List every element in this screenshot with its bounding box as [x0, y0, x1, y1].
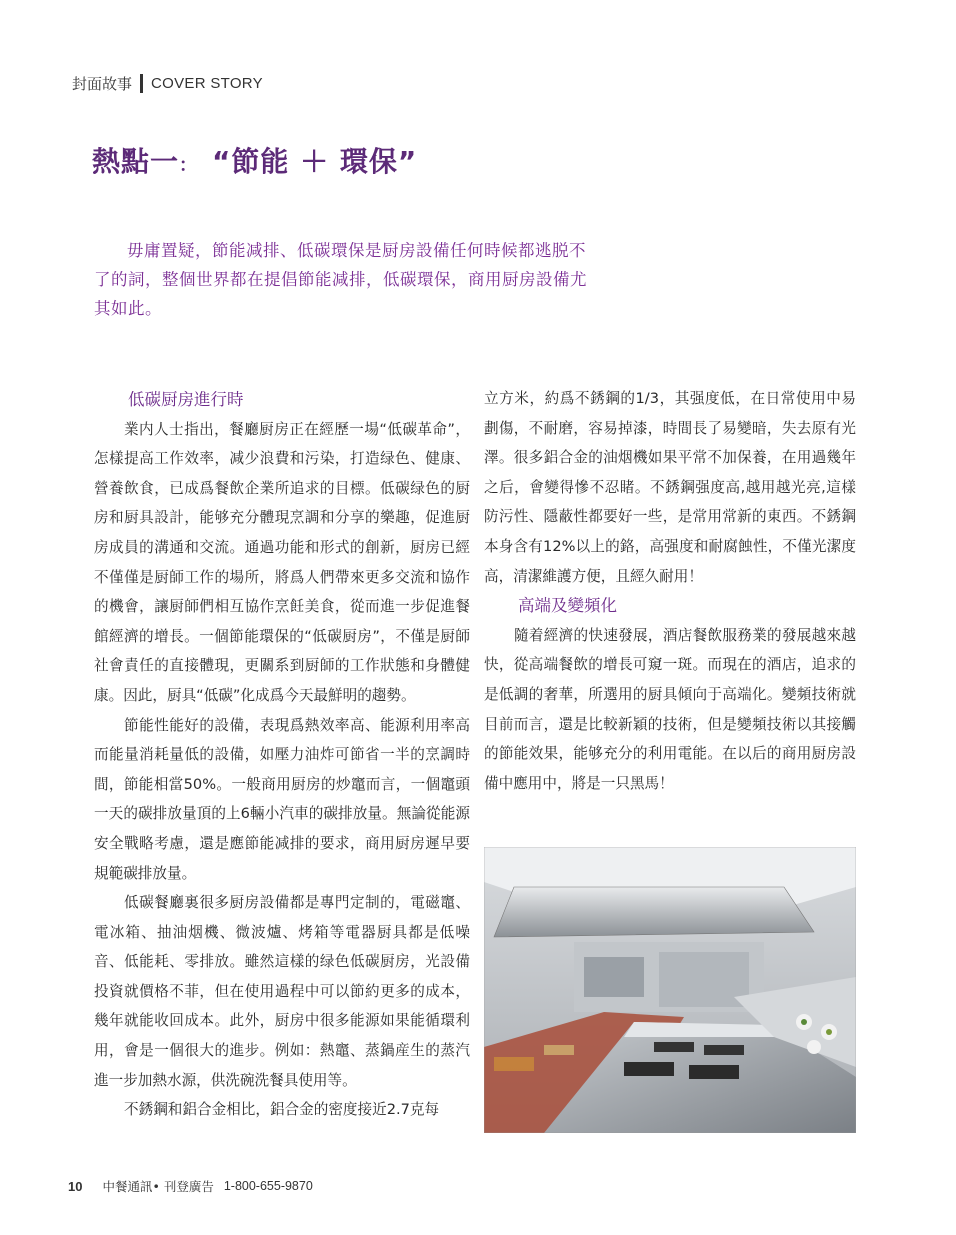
lead-paragraph: 毋庸置疑，節能减排、低碳環保是厨房設備任何時候都逃脱不了的詞，整個世界都在提倡節能减排，低碳環保，商用厨房設備尤其如此。 — [94, 241, 587, 318]
header-divider — [140, 74, 143, 93]
page-number: 10 — [68, 1178, 83, 1194]
section-header — [72, 72, 263, 94]
left-paragraph-4: 不銹鋼和鋁合金相比，鋁合金的密度接近2.7克每 — [124, 1101, 440, 1119]
right-paragraph-continued: 立方米，約爲不銹鋼的1/3，其强度低，在日常使用中易劃傷，不耐磨，容易掉漆，時間長了易變暗，失去原有光澤。很多鋁合金的油烟機如果平常不加保養，在用過幾年之后，會變得慘不忍睹。不銹鋼强度高,越用越光亮,這樣防污性、隱蔽性都要好一些，是常用常新的東西。不銹鋼本身含有12%以上的鉻，高强度和耐腐蝕性，不僅光潔度高，清潔維護方便，且經久耐用！ — [484, 390, 856, 585]
left-column — [94, 385, 470, 1125]
left-paragraph-3: 低碳餐廳裏很多厨房設備都是專門定制的，電磁竈、電冰箱、抽油烟機、微波爐、烤箱等電器厨具都是低噪音、低能耗、零排放。雖然這樣的绿色低碳厨房，光設備投資就價格不菲，但在使用過程中可以節約更多的成本，幾年就能收回成本。此外，厨房中很多能源如果能循環利用，會是一個很大的進步。例如：熱竈、蒸鍋産生的蒸汽進一步加熱水源，供洗碗洗餐具使用等。 — [94, 894, 470, 1089]
section-label-en: COVER STORY — [151, 74, 263, 92]
kitchen-photo — [484, 847, 856, 1133]
section-label-zh: 封面故事 — [72, 74, 133, 93]
publication-name: 中餐通訊• 刊登廣告 — [102, 1179, 214, 1194]
page-footer — [68, 1177, 313, 1195]
title-colon: ： — [179, 155, 199, 176]
right-column — [484, 384, 856, 798]
contact-phone: 1-800-655-9870 — [223, 1179, 313, 1193]
kitchen-illustration — [484, 847, 856, 1133]
left-section-heading: 低碳厨房進行時 — [128, 390, 244, 409]
right-section-heading: 高端及變頻化 — [518, 596, 617, 616]
page-title — [92, 140, 417, 180]
right-paragraph-2: 隨着經濟的快速發展，酒店餐飲服務業的發展越來越快，從高端餐飲的增長可窺一斑。而現在的酒店，追求的是低調的奢華，所選用的厨具傾向于高端化。變頻技術就目前而言，還是比較新穎的技術，但是變頻技術以其接觸的節能效果，能够充分的利用電能。在以后的商用厨房設備中應用中，將是一只黑馬！ — [484, 626, 856, 792]
title-quote: “節能 ＋ 環保” — [212, 145, 418, 178]
left-paragraph-1: 業内人士指出，餐廳厨房正在經歷一場“低碳革命”，怎樣提高工作效率，减少浪費和污染，打造绿色、健康、營養飲食，已成爲餐飲企業所追求的目標。低碳绿色的厨房和厨具設計，能够充分體現烹調和分享的樂趣，促進厨房成員的溝通和交流。通過功能和形式的創新，厨房已經不僅僅是厨師工作的場所，將爲人們帶來更多交流和協作的機會，讓厨師們相互協作烹飪美食，從而進一步促進餐館經濟的增長。一個節能環保的“低碳厨房”，不僅是厨師社會責任的直接體現，更關系到厨師的工作狀態和身體健康。因此，厨具“低碳”化成爲今天最鮮明的趨勢。 — [94, 420, 470, 704]
title-main: 熱點一 — [92, 145, 180, 178]
left-paragraph-2: 節能性能好的設備，表現爲熱效率高、能源利用率高而能量消耗量低的設備，如壓力油炸可節省一半的烹調時間，節能相當50%。一般商用厨房的炒竈而言，一個竈頭一天的碳排放量頂的上6輛小汽車的碳排放量。無論從能源安全戰略考慮，還是應節能减排的要求，商用厨房遲早要規範碳排放量。 — [94, 716, 470, 882]
